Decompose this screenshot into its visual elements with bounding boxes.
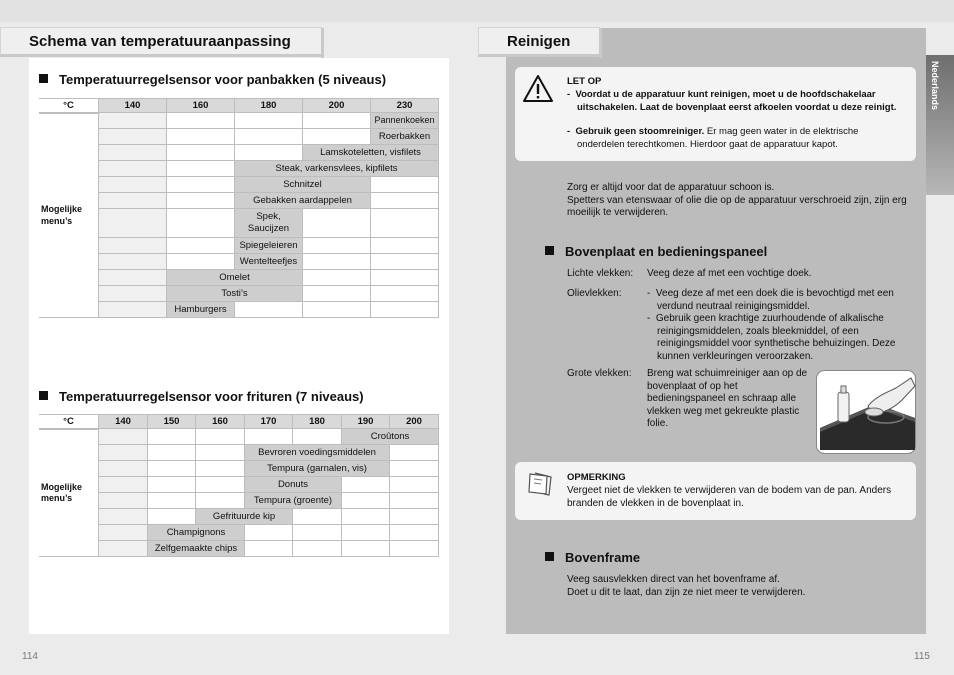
fry-temp-header: 200 (389, 414, 439, 429)
table-cell (147, 445, 195, 461)
note-title: OPMERKING (567, 472, 626, 483)
menu-item: Roerbakken (370, 129, 439, 145)
fry-temp-header: 180 (292, 414, 341, 429)
table-cell (166, 129, 234, 145)
table-cell (195, 461, 244, 477)
pan-temperature-table (39, 98, 439, 318)
menu-item: Gefrituurde kip (195, 509, 292, 525)
table-cell (234, 113, 302, 129)
table-cell (370, 302, 439, 318)
table-cell (302, 238, 370, 254)
oil-stains-text-2: - Gebruik geen krachtige zuurhoudende of alkalische reinigingsmiddelen, zoals bleekmiddel, of een reinigingsmiddel voor synthetische behuizingen. Deze kunnen verkleuringen veroorzaken. (647, 313, 896, 362)
table-cell (147, 477, 195, 493)
table-cell (98, 161, 166, 177)
pan-unit-header: °C (39, 98, 98, 113)
table-cell (195, 429, 244, 445)
table-cell (302, 270, 370, 286)
table-cell (234, 302, 302, 318)
table-cell (370, 209, 439, 238)
table-cell (98, 254, 166, 270)
note-box (515, 462, 916, 520)
pan-temp-header: 180 (234, 98, 302, 113)
table-cell (370, 238, 439, 254)
menu-item: Tempura (garnalen, vis) (244, 461, 389, 477)
light-stains-text: Veeg deze af met een vochtige doek. (647, 268, 812, 279)
table-cell (147, 493, 195, 509)
menu-item: Omelet (166, 270, 302, 286)
table-cell (98, 270, 166, 286)
caution-box (515, 67, 916, 161)
note-icon (527, 471, 553, 499)
right-page-number: 115 (914, 651, 930, 662)
top-bar (0, 0, 954, 22)
table-cell (234, 145, 302, 161)
intro-text: Zorg er altijd voor dat de apparatuur schoon is. Spetters van etenswaar of olie die op de apparatuur verschroeid zijn, zijn erg moeilijk te verwijderen. (567, 182, 907, 218)
right-page-title: Reinigen (478, 27, 600, 57)
table-cell (98, 429, 147, 445)
table-cell (98, 445, 147, 461)
cleaning-illustration (816, 370, 916, 454)
table-cell (98, 209, 166, 238)
caution-bullet-1: - Voordat u de apparatuur kunt reinigen, moet u de hoofdschakelaar uitschakelen. Laat de bovenplaat eerst afkoelen voordat u deze reinigt. (567, 89, 897, 113)
table-cell (370, 270, 439, 286)
table-cell (292, 429, 341, 445)
table-cell (98, 286, 166, 302)
pan-row-label: Mogelijke menu’s (39, 113, 98, 318)
table-cell (341, 525, 389, 541)
left-page-title: Schema van temperatuuraanpassing (0, 27, 322, 57)
table-cell (195, 493, 244, 509)
pan-temp-header: 160 (166, 98, 234, 113)
table-cell (98, 525, 147, 541)
note-text: Vergeet niet de vlekken te verwijderen van de bodem van de pan. Anders branden de vlekken in de bovenplaat in. (567, 485, 892, 509)
table-cell (166, 113, 234, 129)
table-cell (341, 477, 389, 493)
table-cell (389, 525, 439, 541)
table-cell (389, 477, 439, 493)
table-cell (302, 209, 370, 238)
pan-table-heading: Temperatuurregelsensor voor panbakken (5 niveaus) (39, 72, 386, 87)
table-cell (98, 177, 166, 193)
table-cell (244, 525, 292, 541)
top-frame-text: Veeg sausvlekken direct van het bovenframe af. Doet u dit te laat, dan zijn ze niet meer te verwijderen. (567, 574, 806, 598)
fry-temp-header: 190 (341, 414, 389, 429)
menu-item: Croûtons (341, 429, 439, 445)
menu-item: Zelfgemaakte chips (147, 541, 244, 557)
warning-icon (522, 74, 554, 103)
table-cell (292, 509, 341, 525)
table-cell (98, 509, 147, 525)
menu-item: Steak, varkensvlees, kipfilets (234, 161, 439, 177)
section-heading-top-plate: Bovenplaat en bedieningspaneel (545, 244, 767, 259)
menu-item: Bevroren voedingsmiddelen (244, 445, 389, 461)
table-cell (147, 461, 195, 477)
table-cell (195, 477, 244, 493)
table-cell (147, 429, 195, 445)
oil-stains-label: Olievlekken: (567, 288, 622, 299)
table-cell (98, 238, 166, 254)
table-cell (389, 493, 439, 509)
left-page-number: 114 (22, 651, 38, 662)
table-cell (292, 541, 341, 557)
table-cell (389, 541, 439, 557)
table-cell (389, 461, 439, 477)
table-cell (166, 161, 234, 177)
menu-item: Spiegeleieren (234, 238, 302, 254)
table-cell (166, 177, 234, 193)
fry-temp-header: 160 (195, 414, 244, 429)
table-cell (244, 541, 292, 557)
table-cell (98, 302, 166, 318)
menu-item: Lamskoteletten, visfilets (302, 145, 439, 161)
fry-table-heading: Temperatuurregelsensor voor frituren (7 niveaus) (39, 389, 364, 404)
table-cell (98, 193, 166, 209)
pan-temp-header: 200 (302, 98, 370, 113)
language-side-tab: Nederlands (926, 55, 954, 195)
table-cell (370, 286, 439, 302)
table-cell (341, 541, 389, 557)
table-cell (98, 541, 147, 557)
table-cell (98, 477, 147, 493)
table-cell (302, 113, 370, 129)
table-cell (292, 525, 341, 541)
table-cell (302, 302, 370, 318)
menu-item: Spek, Saucijzen (234, 209, 302, 238)
table-cell (302, 254, 370, 270)
menu-item: Tempura (groente) (244, 493, 341, 509)
table-cell (98, 461, 147, 477)
table-cell (166, 254, 234, 270)
table-cell (98, 493, 147, 509)
fry-temp-header: 170 (244, 414, 292, 429)
table-cell (166, 145, 234, 161)
table-cell (370, 193, 439, 209)
table-cell (302, 129, 370, 145)
fry-temp-header: 150 (147, 414, 195, 429)
table-cell (389, 445, 439, 461)
oil-stains-text-1: - Veeg deze af met een doek die is bevochtigd met een verdund neutraal reinigingsmiddel. (647, 288, 894, 312)
table-cell (166, 193, 234, 209)
fry-unit-header: °C (39, 414, 98, 429)
fry-temp-header: 140 (98, 414, 147, 429)
big-stains-text: Breng wat schuimreiniger aan op de bovenplaat of op het bedieningspaneel en schraap alle vlekken weg met gekreukte plastic folie. (647, 368, 808, 429)
light-stains-label: Lichte vlekken: (567, 268, 634, 279)
table-cell (341, 509, 389, 525)
pan-temp-header: 140 (98, 98, 166, 113)
table-cell (370, 254, 439, 270)
table-cell (234, 129, 302, 145)
table-cell (166, 238, 234, 254)
menu-item: Pannenkoeken (370, 113, 439, 129)
section-heading-top-frame: Bovenframe (545, 550, 640, 565)
table-cell (244, 429, 292, 445)
table-cell (370, 177, 439, 193)
big-stains-label: Grote vlekken: (567, 368, 632, 379)
table-cell (389, 509, 439, 525)
pan-temp-header: 230 (370, 98, 439, 113)
table-cell (341, 493, 389, 509)
menu-item: Gebakken aardappelen (234, 193, 370, 209)
table-cell (166, 209, 234, 238)
caution-bullet-2: - Gebruik geen stoomreiniger. Er mag geen water in de elektrische onderdelen terechtkomen. Hierdoor gaat de apparatuur kapot. (567, 126, 859, 150)
menu-item: Champignons (147, 525, 244, 541)
fry-temperature-table (39, 414, 439, 557)
fry-row-label: Mogelijke menu’s (39, 429, 98, 557)
table-cell (98, 129, 166, 145)
menu-item: Donuts (244, 477, 341, 493)
menu-item: Wentelteefjes (234, 254, 302, 270)
table-cell (98, 145, 166, 161)
menu-item: Tosti’s (166, 286, 302, 302)
caution-title: LET OP (567, 76, 602, 87)
menu-item: Hamburgers (166, 302, 234, 318)
table-cell (302, 286, 370, 302)
table-cell (195, 445, 244, 461)
table-cell (98, 113, 166, 129)
table-cell (147, 509, 195, 525)
menu-item: Schnitzel (234, 177, 370, 193)
